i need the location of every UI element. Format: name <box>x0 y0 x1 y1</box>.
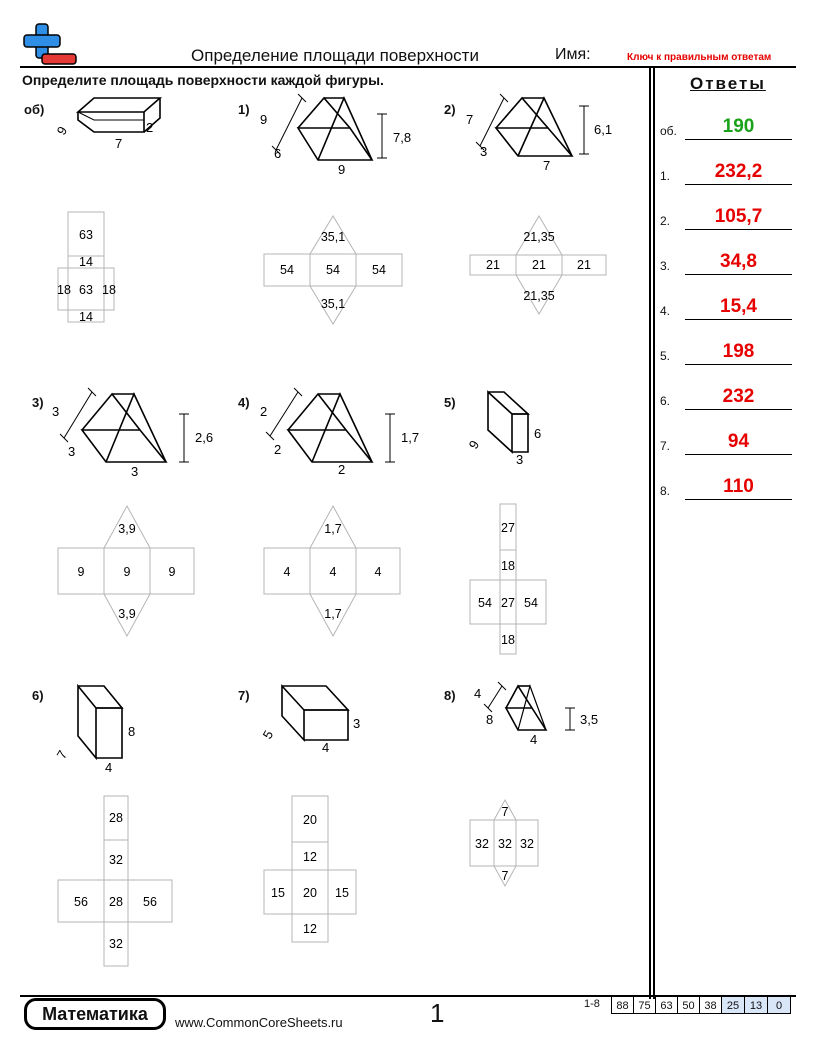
net-value: 63 <box>79 228 93 242</box>
net-value: 32 <box>520 837 534 851</box>
dimension-label: 3 <box>353 716 361 731</box>
dimension-label: 9 <box>338 162 346 177</box>
problem-label: 6) <box>32 688 44 703</box>
net-value: 15 <box>335 886 349 900</box>
dimension-label: 3 <box>52 404 60 419</box>
name-label: Имя: <box>555 46 591 63</box>
net-value: 28 <box>109 811 123 825</box>
net-value: 15 <box>271 886 285 900</box>
net-value: 12 <box>303 922 317 936</box>
dimension-label: 3 <box>516 452 524 467</box>
dimension-label: 4 <box>105 760 113 775</box>
problem-label: 3) <box>32 395 44 410</box>
dimension-label: 9 <box>53 123 71 138</box>
net-value: 28 <box>109 895 123 909</box>
answer-number: 5. <box>660 349 671 363</box>
dimension-label: 8 <box>486 712 494 727</box>
net-value: 18 <box>57 283 71 297</box>
answer-number: 4. <box>660 304 671 318</box>
net-value: 18 <box>102 283 116 297</box>
net-value: 14 <box>79 255 93 269</box>
net-value: 32 <box>498 837 512 851</box>
net-value: 20 <box>303 813 317 827</box>
answer-value: 190 <box>722 116 755 137</box>
dimension-label: 2,6 <box>195 430 214 445</box>
dimension-label: 7 <box>466 112 474 127</box>
net-value: 18 <box>501 633 515 647</box>
net-value: 54 <box>326 263 340 277</box>
dimension-label: 6,1 <box>594 122 613 137</box>
answer-value: 15,4 <box>720 296 757 317</box>
dimension-label: 7 <box>543 158 551 173</box>
net-value: 56 <box>74 895 88 909</box>
dimension-label: 2 <box>274 442 282 457</box>
net-value: 21 <box>486 258 500 272</box>
net-value: 20 <box>303 886 317 900</box>
net-value: 1,7 <box>324 607 342 621</box>
problem-label: об) <box>24 102 45 117</box>
answer-key-label: Ключ к правильным ответам <box>627 52 772 63</box>
net-value: 54 <box>478 596 492 610</box>
brand-badge: Математика <box>24 998 166 1030</box>
dimension-label: 2 <box>146 120 154 135</box>
answer-value: 105,7 <box>714 206 763 227</box>
dimension-label: 4 <box>530 732 538 747</box>
net-value: 1,7 <box>324 522 342 536</box>
dimension-label: 7,8 <box>393 130 412 145</box>
answer-number: 7. <box>660 439 671 453</box>
dimension-label: 5 <box>259 727 277 742</box>
dimension-label: 3,5 <box>580 712 599 727</box>
dimension-label: 4 <box>322 740 330 755</box>
net-value: 9 <box>77 565 85 579</box>
net-value: 9 <box>168 565 176 579</box>
answer-value: 232 <box>722 386 755 407</box>
problem-label: 8) <box>444 688 456 703</box>
net-value: 27 <box>501 596 515 610</box>
net-value: 14 <box>79 310 93 324</box>
answer-value: 34,8 <box>720 251 757 272</box>
net-value: 27 <box>501 521 515 535</box>
score-cell: 50 <box>677 996 700 1014</box>
answer-number: 8. <box>660 484 671 498</box>
dimension-label: 3 <box>68 444 76 459</box>
net-value: 35,1 <box>320 230 346 244</box>
problem-label: 7) <box>238 688 250 703</box>
score-cell: 38 <box>699 996 722 1014</box>
answer-value: 94 <box>727 431 750 452</box>
dimension-label: 6 <box>534 426 542 441</box>
net-value: 54 <box>524 596 538 610</box>
net-value: 32 <box>475 837 489 851</box>
net-value: 21 <box>577 258 591 272</box>
net-value: 3,9 <box>118 522 136 536</box>
net-value: 18 <box>501 559 515 573</box>
problem-label: 4) <box>238 395 250 410</box>
net-value: 7 <box>501 869 509 883</box>
dimension-label: 8 <box>128 724 136 739</box>
net-value: 54 <box>280 263 294 277</box>
score-cell: 63 <box>655 996 678 1014</box>
net-value: 21,35 <box>523 230 555 244</box>
net-value: 12 <box>303 850 317 864</box>
score-cell: 0 <box>767 996 791 1014</box>
net-value: 4 <box>283 565 291 579</box>
dimension-label: 9 <box>465 437 483 452</box>
answer-number: 6. <box>660 394 671 408</box>
dimension-label: 3 <box>480 144 488 159</box>
answer-number: 2. <box>660 214 671 228</box>
net-value: 4 <box>329 565 337 579</box>
score-cell: 75 <box>633 996 656 1014</box>
net-value: 21 <box>532 258 546 272</box>
dimension-label: 3 <box>131 464 139 479</box>
score-cell: 13 <box>744 996 768 1014</box>
instructions: Определите площадь поверхности каждой фигуры. <box>22 72 384 88</box>
page-number: 1 <box>430 998 445 1028</box>
answer-value: 232,2 <box>714 161 763 182</box>
net-value: 32 <box>109 937 123 951</box>
site-url: www.CommonCoreSheets.ru <box>175 1015 343 1030</box>
dimension-label: 2 <box>260 404 268 419</box>
net-value: 35,1 <box>320 297 346 311</box>
net-value: 56 <box>143 895 157 909</box>
net-value: 7 <box>501 805 509 819</box>
net-value: 4 <box>374 565 382 579</box>
problem-label: 1) <box>238 102 250 117</box>
net-value: 54 <box>372 263 386 277</box>
answer-number: об. <box>660 124 677 138</box>
score-cell: 88 <box>611 996 634 1014</box>
dimension-label: 1,7 <box>401 430 420 445</box>
dimension-label: 7 <box>53 747 71 762</box>
answers-title: Ответы <box>690 74 766 93</box>
score-range-label: 1-8 <box>584 998 600 1010</box>
answer-number: 3. <box>660 259 671 273</box>
page-title: Определение площади поверхности <box>191 46 479 65</box>
dimension-label: 9 <box>260 112 268 127</box>
answer-value: 198 <box>722 341 755 362</box>
net-value: 32 <box>109 853 123 867</box>
answer-number: 1. <box>660 169 671 183</box>
score-cell: 25 <box>721 996 745 1014</box>
net-value: 21,35 <box>523 289 555 303</box>
dimension-label: 7 <box>115 136 123 151</box>
dimension-label: 4 <box>474 686 482 701</box>
dimension-label: 6 <box>274 146 282 161</box>
net-value: 3,9 <box>118 607 136 621</box>
answer-value: 110 <box>723 476 754 497</box>
dimension-label: 2 <box>338 462 346 477</box>
problem-label: 5) <box>444 395 456 410</box>
problem-label: 2) <box>444 102 456 117</box>
net-value: 63 <box>79 283 93 297</box>
net-value: 9 <box>123 565 131 579</box>
